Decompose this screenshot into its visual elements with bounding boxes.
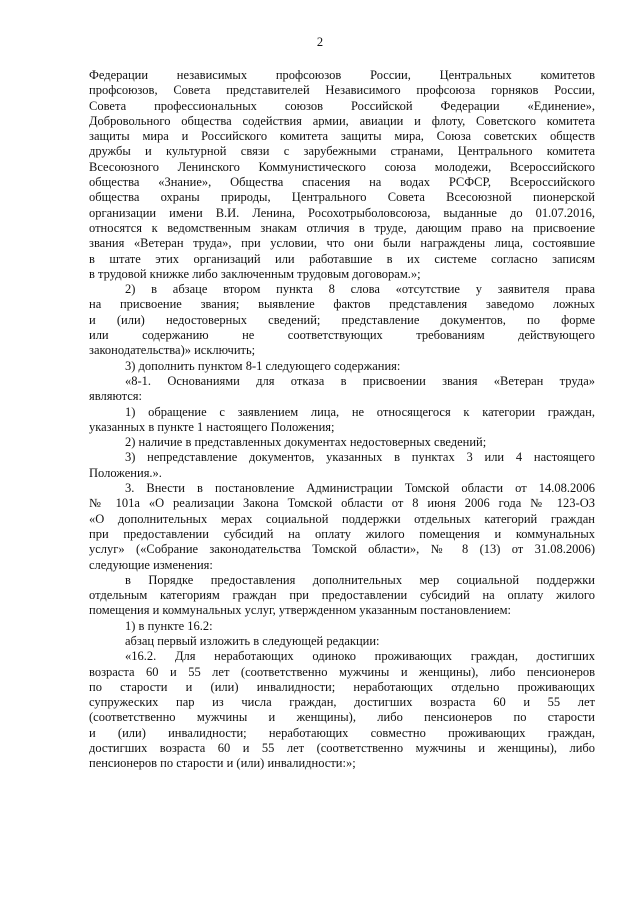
text-line: (соответственно мужчины и женщины), либо пенсионеров по старости <box>89 710 595 725</box>
text-line: абзац первый изложить в следующей редакции: <box>125 633 380 648</box>
text-line: при предоставлении субсидий на оплату жилого помещения и коммунальных <box>89 526 595 541</box>
text-line: относятся к ведомственным знакам отличия в труде, дающим право на присвоение <box>89 220 595 235</box>
text-line: возраста 60 и 55 лет (соответственно мужчины и женщины), либо пенсионеров <box>89 664 595 679</box>
text-line: являются: <box>89 389 143 404</box>
text-line: общества «Знание», Общества спасения на водах РСФСР, Всероссийского <box>89 175 595 190</box>
text-line: «О дополнительных мерах социальной поддержки отдельных категорий граждан <box>89 511 595 526</box>
text-line: отдельным категориям граждан при предоставлении субсидий на оплату жилого <box>89 588 595 603</box>
text-line: организации имени В.И. Ленина, Росохотрыболовсоюза, выданные до 01.07.2016, <box>89 205 595 220</box>
text-line: в трудовой книжке либо заключенным трудовым договорам.»; <box>89 266 421 281</box>
text-line: помещения и коммунальных услуг, утвержденном указанным постановлением: <box>89 603 511 618</box>
text-line: услуг» («Собрание законодательства Томской области», № 8 (13) от 31.08.2006) <box>89 542 595 557</box>
text-line: на присвоение звания; выявление фактов представления заведомо ложных <box>89 297 595 312</box>
text-line: 2) в абзаце втором пункта 8 слова «отсутствие у заявителя права <box>125 282 595 297</box>
text-line: общества охраны природы, Центрального Совета Всесоюзной пионерской <box>89 190 595 205</box>
text-line: Федерации независимых профсоюзов России, Центральных комитетов <box>89 68 595 82</box>
text-line: супружеских пар из числа граждан, достигших возраста 60 и 55 лет <box>89 695 595 710</box>
text-line: «8-1. Основаниями для отказа в присвоении звания «Ветеран труда» <box>125 373 595 388</box>
text-line: звания «Ветеран труда», при условии, что они были награждены лица, состоявшие <box>89 236 595 251</box>
text-line: по старости и (или) инвалидности; неработающих отдельно проживающих <box>89 679 595 694</box>
text-line: «16.2. Для неработающих одиноко проживающих граждан, достигших <box>125 649 595 664</box>
text-line: дружбы и культурной связи с зарубежными странами, Центрального комитета <box>89 144 595 159</box>
text-line: Совета профессиональных союзов Российской Федерации «Единение», <box>89 98 595 113</box>
text-line: 1) в пункте 16.2: <box>125 618 213 633</box>
text-line: достигших возраста 60 и 55 лет (соответственно мужчины и женщины), либо <box>89 741 595 756</box>
document-body <box>89 68 595 772</box>
text-line: указанных в пункте 1 настоящего Положения; <box>89 419 335 434</box>
text-line: защиты мира и Российского комитета защиты мира, Союза советских обществ <box>89 129 595 144</box>
text-line: 3) непредставление документов, указанных в пунктах 3 или 4 настоящего <box>125 450 595 465</box>
text-line: 3. Внести в постановление Администрации Томской области от 14.08.2006 <box>125 481 595 496</box>
text-line: 3) дополнить пунктом 8-1 следующего содержания: <box>125 358 401 373</box>
text-line: в Порядке предоставления дополнительных мер социальной поддержки <box>125 572 595 587</box>
text-line: 1) обращение с заявлением лица, не относящегося к категории граждан, <box>125 404 595 419</box>
text-line: Положения.». <box>89 465 162 480</box>
text-line: Всесоюзного Ленинского Коммунистического союза молодежи, Всероссийского <box>89 159 595 174</box>
text-line: в штате этих организаций или работавшие в их системе согласно записям <box>89 251 595 266</box>
text-line: и (или) недостоверных сведений; представление документов, по форме <box>89 312 595 327</box>
text-line: № 101а «О реализации Закона Томской области от 8 июня 2006 года № 123-ОЗ <box>89 496 595 511</box>
text-line: следующие изменения: <box>89 557 213 572</box>
text-line: законодательства)» исключить; <box>89 343 256 358</box>
text-line: 2) наличие в представленных документах недостоверных сведений; <box>125 435 487 450</box>
text-line: или содержанию не соответствующих требованиям действующего <box>89 328 595 343</box>
text-line: профсоюзов, Совета представителей Независимого профсоюза горняков России, <box>89 83 595 98</box>
text-line: пенсионеров по старости и (или) инвалидности:»; <box>89 756 356 771</box>
text-line: и (или) инвалидности; неработающих совместно проживающих граждан, <box>89 725 595 740</box>
text-line: Добровольного общества содействия армии, авиации и флоту, Советского комитета <box>89 113 595 128</box>
page-number: 2 <box>316 35 324 49</box>
